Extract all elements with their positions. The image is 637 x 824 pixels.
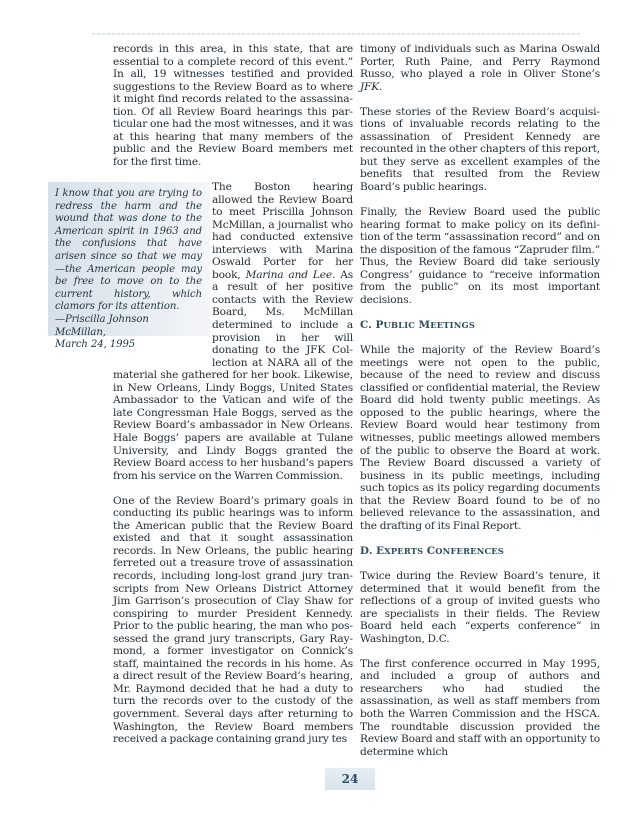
right-column xyxy=(360,43,600,771)
paragraph: records in this area, in this state, that are essential to a complete record of this event.” In all, 19 witnesses testified and provided suggestions to the Review Board as to where it might find records related to the assassination. Of all Review Board hearings this particular one had the most witnesses, and it was at this hearing that many members of the public and the Review Board members met for the first time. xyxy=(113,43,353,168)
left-column xyxy=(113,43,353,758)
section-heading-experts-conferences: D. EXPERTS CONFERENCES xyxy=(360,544,504,557)
section-heading-public-meetings: C. PUBLIC MEETINGS xyxy=(360,319,476,332)
paragraph: One of the Review Board’s primary goals in conducting its public hearings was to inform the American public that the Review Board existed and that it sought assassination records. In New Orleans, the public hearing ferreted out a treasure trove of assassination records, including long-lost grand jury transcripts from New Orleans District Attorney Jim Garrison’s prosecution of Clay Shaw for conspiring to murder President Kennedy. Prior to the public hearing, the man who possessed the grand jury transcripts, Gary Raymond, a former investigator on Connick’s staff, maintained the records in his home. As a direct result of the Review Board’s hearing, Mr. Raymond decided that he had a duty to turn the records over to the custody of the government. Several days after returning to Washington, the Review Board members received a package containing grand jury tes xyxy=(113,494,353,746)
pull-quote-date: March 24, 1995 xyxy=(55,339,136,351)
page-number-box xyxy=(325,768,375,790)
pull-quote xyxy=(48,182,210,351)
page-number: 24 xyxy=(341,772,359,786)
paragraph: Twice during the Review Board’s tenure, it determined that it would benefit from the reflections of a group of invited guests who are specialists in their fields. The Review Board held each “experts conference” in Washington, D.C. xyxy=(360,569,600,645)
paragraph: Finally, the Review Board used the public hearing format to make policy on its definition of the term “assassination record” and on the disposition of the famous “Zapruder film.” Thus, the Review Board did take seriously Congress’ guidance to “receive information from the public” on its most important decisions. xyxy=(360,206,600,306)
paragraph: The first conference occurred in May 1995, and included a group of authors and researchers who had studied the assassination, as well as staff members from both the Warren Commission and the HSCA. The roundtable discussion provided the Review Board and staff with an opportunity to determine which xyxy=(360,657,600,758)
paragraph: The Boston hearing allowed the Review Board to meet Priscilla Johnson McMillan, a journalist who had conducted extensive interviews with Marina Oswald Porter for her book, Marina and Lee. As a result of her positive contacts with the Review Board, Ms. McMillan determined to include a provision in her will donating to the JFK Collection at NARA all of the material she gathered for her book. Likewise, in New Orleans, Lindy Boggs, United States Ambassador to the Vatican and wife of the late Congressman Hale Boggs, served as the Review Board’s ambassador in New Orleans. Hale Boggs’ papers are available at Tulane University, and Lindy Boggs granted the Review Board access to her husband’s papers from his service on the Warren Commission. xyxy=(113,181,353,482)
pull-quote-text: I know that you are trying to redress the harm and the wound that was done to the American spirit in 1963 and the confusions that have arisen since so that we may—the American people may be free to move on to the current history, which clamors for its attention. xyxy=(55,188,202,313)
book-title: Marina and Lee. xyxy=(245,268,336,281)
film-title: JFK xyxy=(360,80,380,93)
paragraph: These stories of the Review Board’s acquisitions of invaluable records relating to the assassination of President Kennedy are recounted in the other chapters of this report, but they serve as excellent examples of the benefits that resulted from the Review Board’s public hearings. xyxy=(360,105,600,194)
paragraph: timony of individuals such as Marina Oswald Porter, Ruth Paine, and Perry Raymond Russo, who played a role in Oliver Stone’s JFK. xyxy=(360,43,600,93)
header-rule xyxy=(92,33,580,35)
pull-quote-attribution: —Priscilla Johnson McMillan, xyxy=(55,313,149,338)
paragraph: While the majority of the Review Board’s meetings were not open to the public, because of the need to review and discuss classified or confidential material, the Review Board did hold twenty public meetings. As opposed to the public hearings, where the Review Board would hear testimony from witnesses, public meetings allowed members of the public to observe the Board at work. The Review Board discussed a variety of business in its public meetings, including such topics as its policy regarding documents that the Review Board found to be of no believed relevance to the assassination, and the drafting of its Final Report. xyxy=(360,344,600,532)
